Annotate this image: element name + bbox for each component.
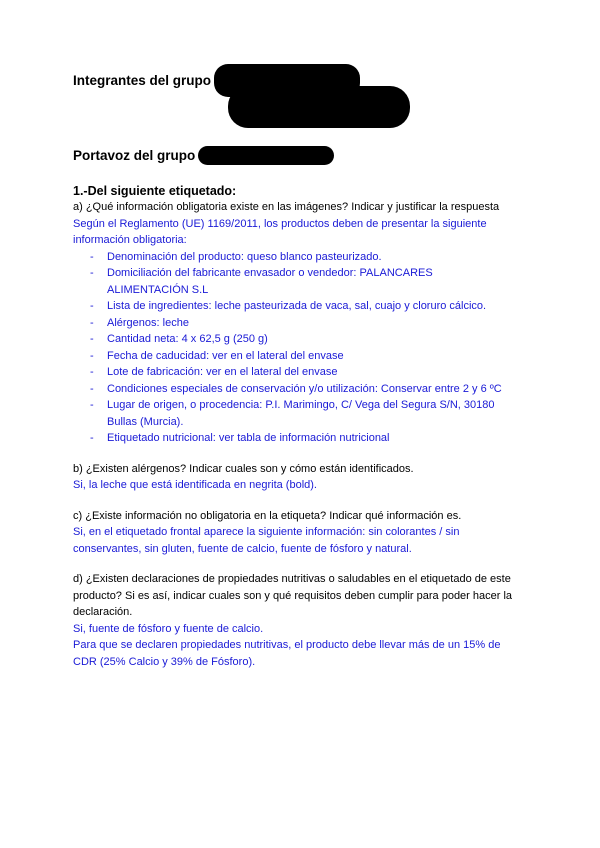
redaction-mark [228, 86, 410, 128]
answer-d-2: Para que se declaren propiedades nutritivas, el producto debe llevar más de un 15% de CDR (25% Calcio y 39% de Fósforo). [73, 639, 501, 668]
section-title: 1.-Del siguiente etiquetado: [73, 184, 237, 198]
question-a: a) ¿Qué información obligatoria existe en las imágenes? Indicar y justificar la respuesta [73, 201, 500, 213]
integrantes-heading: Integrantes del grupo [73, 73, 212, 88]
list-item: - Etiquetado nutricional: ver tabla de información nutricional [90, 432, 390, 444]
answer-a-intro: Según el Reglamento (UE) 1169/2011, los productos deben de presentar la siguiente información obligatoria: [73, 217, 487, 246]
question-d: d) ¿Existen declaraciones de propiedades nutritivas o saludables en el etiquetado de este producto? Si es así, indicar cuales son y qué requisitos deben cumplir para poder hacer la declaración. [73, 573, 513, 618]
list-item: - Fecha de caducidad: ver en el lateral del envase [90, 349, 344, 362]
list-item: - Lista de ingredientes: leche pasteurizada de vaca, sal, cuajo y cloruro cálcico. [90, 300, 487, 312]
list-item: - Domiciliación del fabricante envasador o vendedor: PALANCARES ALIMENTACIÓN S.L [90, 267, 433, 296]
list-item: - Condiciones especiales de conservación y/o utilización: Conservar entre 2 y 6 ºC [90, 382, 502, 395]
mandatory-info-list [73, 249, 513, 447]
section-1 [73, 183, 513, 670]
portavoz-heading: Portavoz del grupo [73, 148, 196, 163]
question-c: c) ¿Existe información no obligatoria en la etiqueta? Indicar qué información es. [73, 509, 462, 522]
answer-c: Si, en el etiquetado frontal aparece la siguiente información: sin colorantes / sin conservantes, sin gluten, fuente de calcio, fuente de fósforo y natural. [73, 526, 460, 555]
list-item: - Alérgenos: leche [90, 316, 189, 329]
list-item: - Lugar de origen, o procedencia: P.I. Marimingo, C/ Vega del Segura S/N, 30180 Bullas (Murcia). [90, 399, 495, 428]
question-b: b) ¿Existen alérgenos? Indicar cuales son y cómo están identificados. [73, 462, 414, 475]
answer-b: Si, la leche que está identificada en negrita (bold). [73, 479, 317, 491]
redaction-mark [198, 146, 334, 165]
list-item: - Lote de fabricación: ver en el lateral del envase [90, 366, 338, 378]
answer-d-1: Si, fuente de fósforo y fuente de calcio. [73, 622, 264, 635]
list-item: - Cantidad neta: 4 x 62,5 g (250 g) [90, 333, 268, 345]
list-item: - Denominación del producto: queso blanco pasteurizado. [90, 250, 382, 263]
